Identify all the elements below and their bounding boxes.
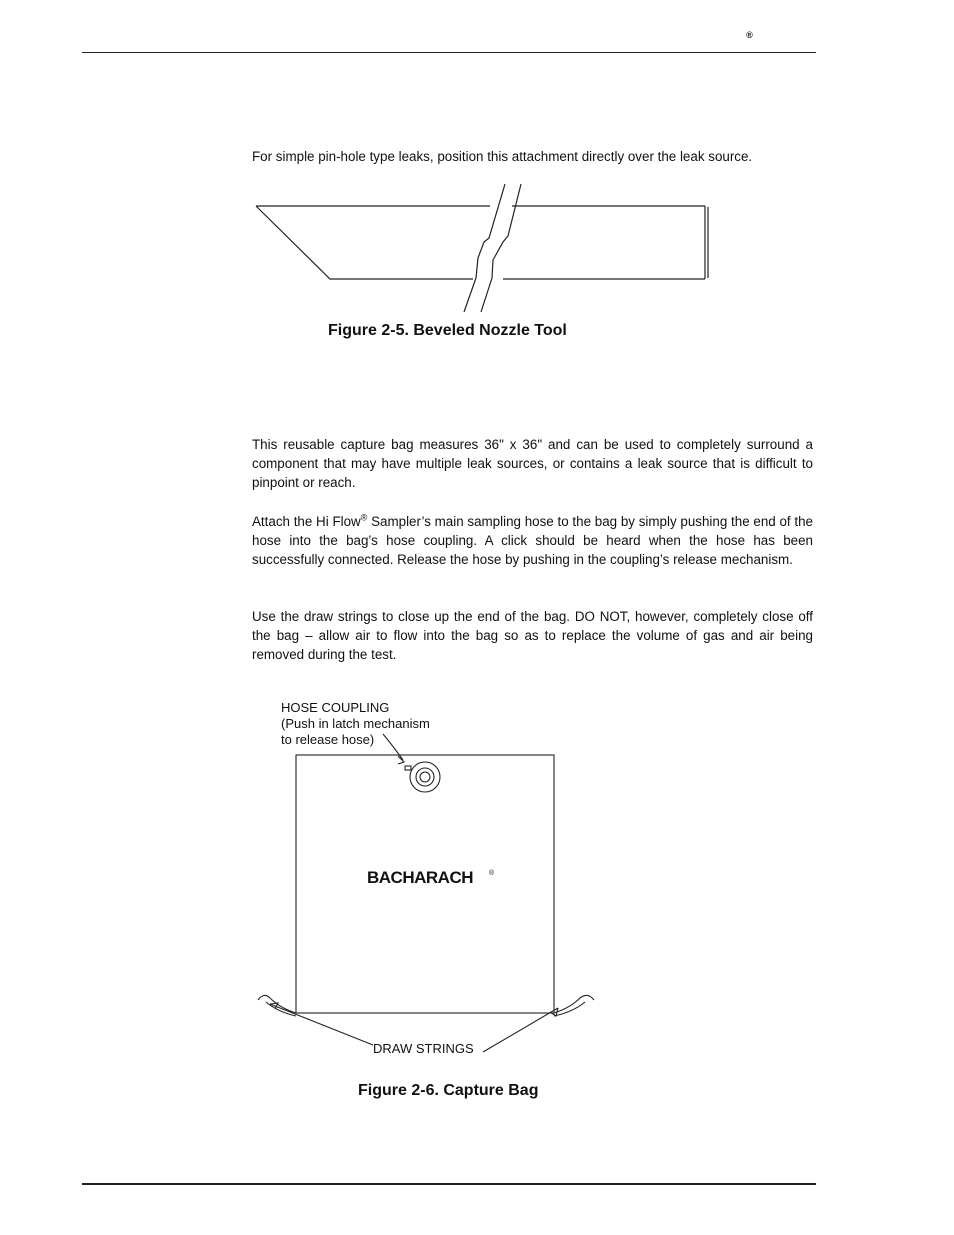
figure-2-5-caption: Figure 2-5. Beveled Nozzle Tool bbox=[328, 322, 567, 339]
capture-bag-figure bbox=[240, 690, 620, 1065]
nozzle-intro-text: For simple pin-hole type leaks, position this attachment directly over the leak source. bbox=[252, 149, 753, 164]
para2-rest: Sampler’s main sampling hose to the bag by simply pushing the end of the hose into the bag’s hose coupling. A click should be heard when the hose has been successfully connected. Release the hose by pushing in the coupling’s release mechanism. bbox=[252, 514, 813, 567]
bacharach-logo: BACHARACH bbox=[367, 868, 473, 887]
registered-mark: ® bbox=[746, 30, 753, 40]
hose-coupling-label-line1: HOSE COUPLING bbox=[281, 700, 390, 715]
logo-registered-mark: ® bbox=[489, 870, 495, 877]
capture-bag-paragraph-1: This reusable capture bag measures 36" x 36" and can be used to completely surround a component that may have multiple leak sources, or contains a leak source that is difficult to pinpoint or reach. bbox=[252, 437, 813, 490]
para2-start: Attach the Hi Flow bbox=[252, 514, 361, 529]
registered-superscript: ® bbox=[360, 512, 368, 523]
hose-coupling-label-line3: to release hose) bbox=[281, 732, 375, 747]
hose-coupling-icon bbox=[410, 762, 440, 792]
header-rule bbox=[82, 52, 816, 53]
nozzle-outline bbox=[256, 184, 708, 312]
hose-coupling-label-line2: (Push in latch mechanism bbox=[281, 716, 430, 731]
bag-drawing bbox=[258, 734, 594, 1052]
figure-2-6-caption: Figure 2-6. Capture Bag bbox=[358, 1082, 539, 1099]
footer-rule bbox=[82, 1183, 816, 1185]
capture-bag-paragraph-2 bbox=[252, 512, 813, 569]
capture-bag-paragraph-3: Use the draw strings to close up the end of the bag. DO NOT, however, completely close off the bag – allow air to flow into the bag so as to replace the volume of gas and air being removed during the test. bbox=[252, 609, 813, 662]
draw-strings-label: DRAW STRINGS bbox=[373, 1041, 474, 1056]
beveled-nozzle-figure bbox=[240, 176, 720, 316]
